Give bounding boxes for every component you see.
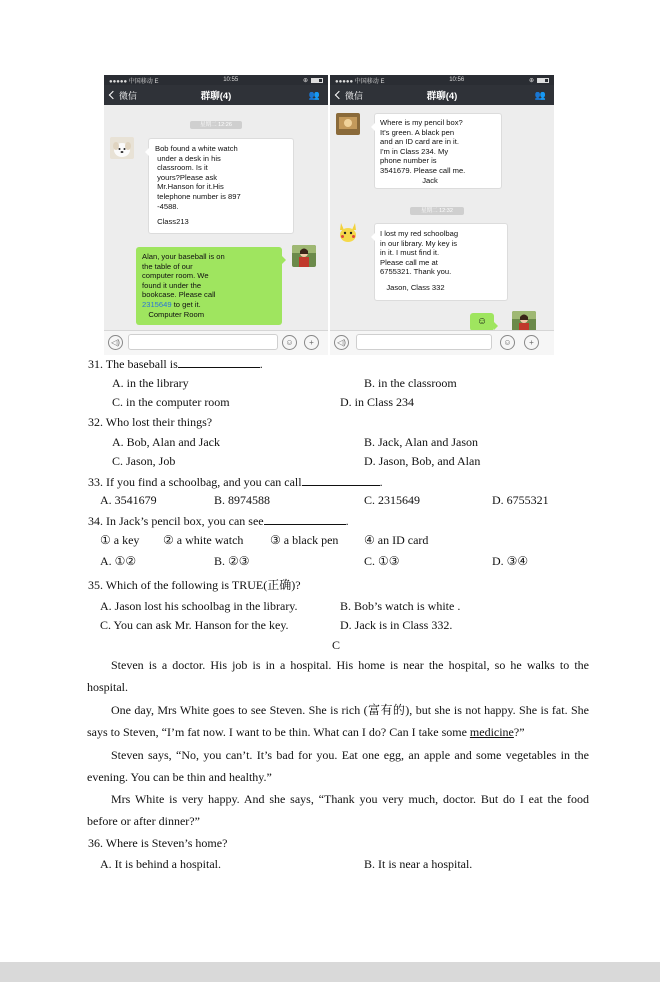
page-bottom-bar (0, 962, 660, 982)
group-members-icon[interactable]: 👥 (308, 89, 320, 100)
emoji-icon[interactable]: ☺ (500, 335, 515, 350)
message-input[interactable] (356, 334, 492, 350)
message-line: I'm in Class 234. My (380, 146, 449, 156)
pikachu-icon (336, 221, 360, 243)
clock: 10:55 (223, 77, 239, 83)
chat-input-bar (330, 330, 554, 355)
smile-emoji-icon: ☺ (476, 316, 488, 327)
avatar-dog[interactable] (110, 137, 134, 159)
carrier-label: ●●●●● 中国移动 E (335, 78, 385, 85)
message-line: -4588. (155, 201, 179, 211)
message-line (142, 300, 276, 310)
option-33-b[interactable]: B. 8974588 (214, 493, 271, 507)
battery-icon (311, 78, 323, 83)
passage-paragraph-3 (87, 744, 589, 788)
dog-icon (110, 137, 134, 159)
message-emoji[interactable] (470, 313, 494, 331)
message-line: telephone number is 897 (155, 191, 241, 201)
paragraph-text: Mrs White is very happy. And she says, “Thank you very much, doctor. But do I eat the food before or after dinner?” (87, 792, 589, 828)
option-31-c[interactable]: C. in the computer room (112, 395, 230, 409)
answer-blank[interactable] (264, 512, 346, 525)
chevron-left-icon (335, 91, 343, 99)
message-line: Jack (380, 175, 438, 185)
section-heading: C (332, 638, 341, 652)
paragraph-text: ?” (513, 725, 525, 739)
back-label: 微信 (345, 90, 364, 101)
passage-paragraph-2 (87, 699, 589, 743)
question-34 (88, 512, 349, 529)
question-text: . (345, 514, 349, 528)
chat-screenshot-1 (104, 75, 328, 355)
status-bar (104, 75, 328, 85)
option-33-d[interactable]: D. 6755321 (492, 493, 549, 507)
timestamp: 星期二 12:32 (410, 207, 464, 215)
clock: 10:56 (449, 77, 465, 83)
answer-blank[interactable] (302, 473, 380, 486)
group-members-icon[interactable]: 👥 (534, 89, 546, 100)
chat-header (330, 85, 554, 105)
question-text: 33. If you find a schoolbag, and you can call (88, 475, 302, 489)
message-line: 3541679. Please call me. (380, 165, 466, 175)
option-33-a[interactable]: A. 3541679 (100, 493, 157, 507)
chat-screenshot-2 (330, 75, 554, 355)
question-32: 32. Who lost their things? (88, 415, 213, 429)
message-line: It's green. A black pen (380, 127, 455, 137)
message-line: Computer Room (142, 309, 205, 319)
message-line: found it under the (142, 280, 202, 290)
passage-paragraph-1 (87, 654, 589, 698)
person-photo-icon (292, 245, 316, 267)
option-35-c[interactable]: C. You can ask Mr. Hanson for the key. (100, 618, 289, 632)
plus-icon[interactable]: + (524, 335, 539, 350)
underlined-word: medicine (469, 725, 514, 739)
question-33 (88, 473, 383, 490)
timestamp: 星期二 12:26 (190, 121, 242, 129)
option-34-d[interactable]: D. ③④ (492, 554, 529, 568)
option-35-d[interactable]: D. Jack is in Class 332. (340, 618, 453, 632)
voice-icon[interactable]: ◁) (334, 335, 349, 350)
option-35-b[interactable]: B. Bob’s watch is white . (340, 599, 461, 613)
message-line: in it. I must find it. (380, 248, 440, 258)
avatar-girl[interactable] (292, 245, 316, 267)
question-35: 35. Which of the following is TRUE(正确)? (88, 578, 301, 592)
message-line: Jason, Class 332 (380, 282, 445, 292)
message-jack-pencil-box[interactable] (374, 113, 502, 189)
option-34-b[interactable]: B. ②③ (214, 554, 250, 568)
lock-icon: ⊕ (528, 77, 534, 84)
message-line: Mr.Hanson for it.His (155, 182, 224, 192)
option-32-d[interactable]: D. Jason, Bob, and Alan (364, 454, 481, 468)
message-line: Where is my pencil box? (380, 118, 463, 127)
chevron-left-icon (109, 91, 117, 99)
message-line: the table of our (142, 261, 193, 271)
option-36-a[interactable]: A. It is behind a hospital. (100, 857, 221, 871)
chat-title: 群聊(4) (426, 91, 458, 102)
option-31-d[interactable]: D. in Class 234 (340, 395, 415, 409)
battery-icon (537, 78, 549, 83)
option-35-a[interactable]: A. Jason lost his schoolbag in the library. (100, 599, 298, 613)
message-line: I lost my red schoolbag (380, 229, 459, 238)
option-32-a[interactable]: A. Bob, Alan and Jack (112, 435, 220, 449)
question-text: 31. The baseball is (88, 357, 178, 371)
option-33-c[interactable]: C. 2315649 (364, 493, 421, 507)
option-31-b[interactable]: B. in the classroom (364, 376, 457, 390)
chat-title: 群聊(4) (200, 91, 232, 102)
option-34-a[interactable]: A. ①② (100, 554, 137, 568)
option-36-b[interactable]: B. It is near a hospital. (364, 857, 473, 871)
avatar-desk[interactable] (336, 113, 360, 135)
carrier-label: ●●●●● 中国移动 E (109, 78, 159, 85)
paragraph-text: One day, Mrs White goes to see Steven. She is rich (富有的), but she is not happy. She is fat. She says to Steven, “I’m fat now. I want to be thin. What can I do? Can I take some (87, 703, 589, 739)
message-input[interactable] (128, 334, 278, 350)
message-line: Bob found a white watch (155, 144, 238, 153)
message-line: Alan, your baseball is on (142, 252, 225, 261)
message-alan-baseball[interactable] (136, 247, 282, 325)
photo-icon (336, 113, 360, 135)
emoji-icon[interactable]: ☺ (282, 335, 297, 350)
message-jason-schoolbag[interactable] (374, 223, 508, 301)
chat-input-bar (104, 330, 328, 355)
message-line: 6755321. Thank you. (380, 267, 452, 277)
message-line: phone number is (380, 156, 437, 166)
option-31-a[interactable]: A. in the library (112, 376, 189, 390)
paragraph-text: Steven is a doctor. His job is in a hospital. His home is near the hospital, so he walks to the hospital. (87, 658, 589, 694)
message-line: Please call me at (380, 257, 438, 267)
message-line: bookcase. Please call (142, 290, 216, 300)
lock-icon: ⊕ (302, 77, 308, 84)
message-line: Class213 (155, 217, 189, 227)
chat-header (104, 85, 328, 105)
back-label: 微信 (119, 90, 138, 101)
message-line: classroom. Is it (155, 163, 208, 173)
message-line: and an ID card are in it. (380, 137, 459, 147)
message-line: under a desk in his (155, 153, 221, 163)
message-line: computer room. We (142, 271, 209, 281)
voice-icon[interactable]: ◁) (108, 335, 123, 350)
question-text: . (379, 475, 383, 489)
message-bob-watch[interactable] (148, 138, 294, 234)
answer-blank[interactable] (178, 355, 260, 368)
item-34-2: ② a white watch (163, 533, 244, 547)
item-34-1: ① a key (100, 533, 140, 547)
message-line: yours?Please ask (155, 172, 218, 182)
option-32-b[interactable]: B. Jack, Alan and Jason (364, 435, 478, 449)
avatar-pikachu[interactable] (336, 221, 360, 243)
message-line: in our library. My key is (380, 238, 458, 248)
item-34-4: ④ an ID card (364, 533, 429, 547)
message-text: to get it. (171, 299, 201, 309)
question-text: . (259, 357, 263, 371)
back-button[interactable] (336, 89, 363, 102)
plus-icon[interactable]: + (304, 335, 319, 350)
paragraph-text: Steven says, “No, you can’t. It’s bad for you. Eat one egg, an apple and some vegetables in the evening. You can be thin and healthy.” (87, 748, 589, 784)
phone-link[interactable]: 2315649 (142, 299, 172, 309)
option-34-c[interactable]: C. ①③ (364, 554, 400, 568)
passage-paragraph-4 (87, 788, 589, 832)
question-36: 36. Where is Steven’s home? (88, 836, 228, 850)
back-button[interactable] (110, 89, 137, 102)
question-text: 34. In Jack’s pencil box, you can see (88, 514, 264, 528)
item-34-3: ③ a black pen (270, 533, 339, 547)
question-31 (88, 355, 263, 372)
status-bar (330, 75, 554, 85)
option-32-c[interactable]: C. Jason, Job (112, 454, 176, 468)
